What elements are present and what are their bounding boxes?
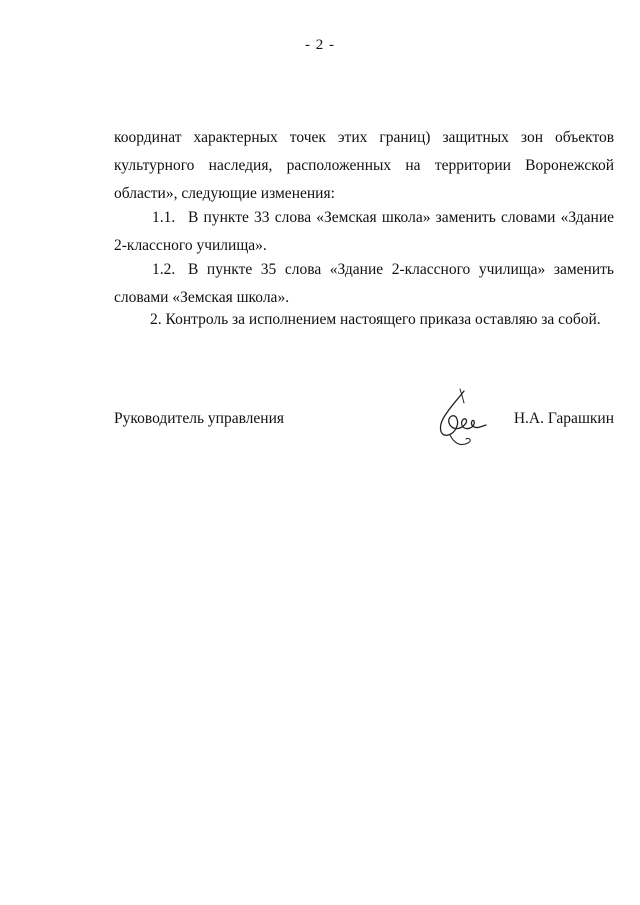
word: характерных xyxy=(193,129,278,146)
word: расположенных xyxy=(286,157,392,174)
signatory-name: Н.А. Гарашкин xyxy=(513,410,614,427)
word: наследия, xyxy=(208,157,273,174)
word: на xyxy=(405,157,421,174)
text-line: 2. Контроль за исполнением настоящего приказа оставляю за собой. xyxy=(150,311,601,328)
item-text: В пункте 35 слова «Здание 2-классного училища» заменить xyxy=(188,261,614,278)
word: границ) xyxy=(379,129,431,146)
item-number: 1.2. xyxy=(152,261,176,278)
handwritten-signature xyxy=(430,385,490,455)
word: точек xyxy=(289,129,326,146)
item-text: В пункте 33 слова «Земская школа» заменить словами «Здание xyxy=(188,209,614,226)
text-line: словами «Земская школа». xyxy=(114,289,290,306)
word: территории xyxy=(434,157,511,174)
text-line: 2-классного училища». xyxy=(114,237,267,254)
word: координат xyxy=(114,129,182,146)
list-item-2 xyxy=(114,306,614,334)
text-line xyxy=(114,256,614,284)
text-line xyxy=(114,124,614,152)
page-number: - 2 - xyxy=(305,37,335,53)
text-line: области», следующие изменения: xyxy=(114,185,335,202)
word: культурного xyxy=(114,157,195,174)
text-line xyxy=(114,152,614,180)
item-number: 1.1. xyxy=(152,209,176,226)
list-item-1-1 xyxy=(114,204,614,260)
paragraph-continuation xyxy=(114,124,614,208)
word: защитных xyxy=(442,129,509,146)
word: объектов xyxy=(554,129,615,146)
word: этих xyxy=(337,129,368,146)
signatory-title: Руководитель управления xyxy=(114,410,285,427)
text-line xyxy=(114,204,614,232)
word: Воронежской xyxy=(525,157,615,174)
list-item-1-2 xyxy=(114,256,614,312)
word: зон xyxy=(520,129,543,146)
